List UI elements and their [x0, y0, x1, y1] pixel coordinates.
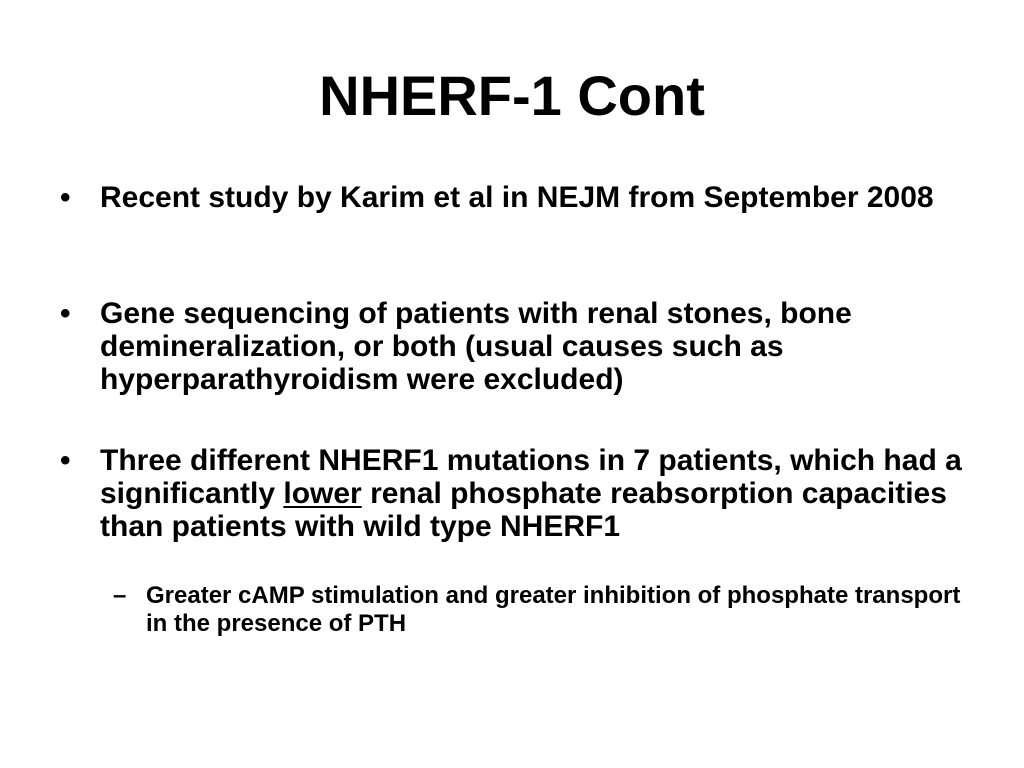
bullet-marker: •: [60, 297, 71, 330]
bullet-text: [100, 444, 980, 543]
sub-bullet-text: Greater cAMP stimulation and greater inhibition of phosphate transport in the presence of PTH: [146, 582, 961, 637]
emphasized-word: lower: [283, 477, 362, 510]
bullet-marker: •: [60, 444, 71, 477]
bullet-text: Recent study by Karim et al in NEJM from September 2008: [100, 181, 934, 214]
sub-bullet-marker: –: [113, 582, 127, 609]
bullet-text-after: renal phosphate reabsorption capacities than patients with wild type NHERF1: [100, 477, 947, 543]
bullet-text: Gene sequencing of patients with renal stones, bone demineralization, or both (usual causes such as hyperparathyroidism were excluded): [100, 297, 852, 396]
bullet-marker: •: [60, 181, 71, 214]
bullet-text-before: Three different NHERF1 mutations in 7 patients, which had a significantly: [100, 444, 962, 510]
slide-title: NHERF-1 Cont: [319, 64, 705, 127]
